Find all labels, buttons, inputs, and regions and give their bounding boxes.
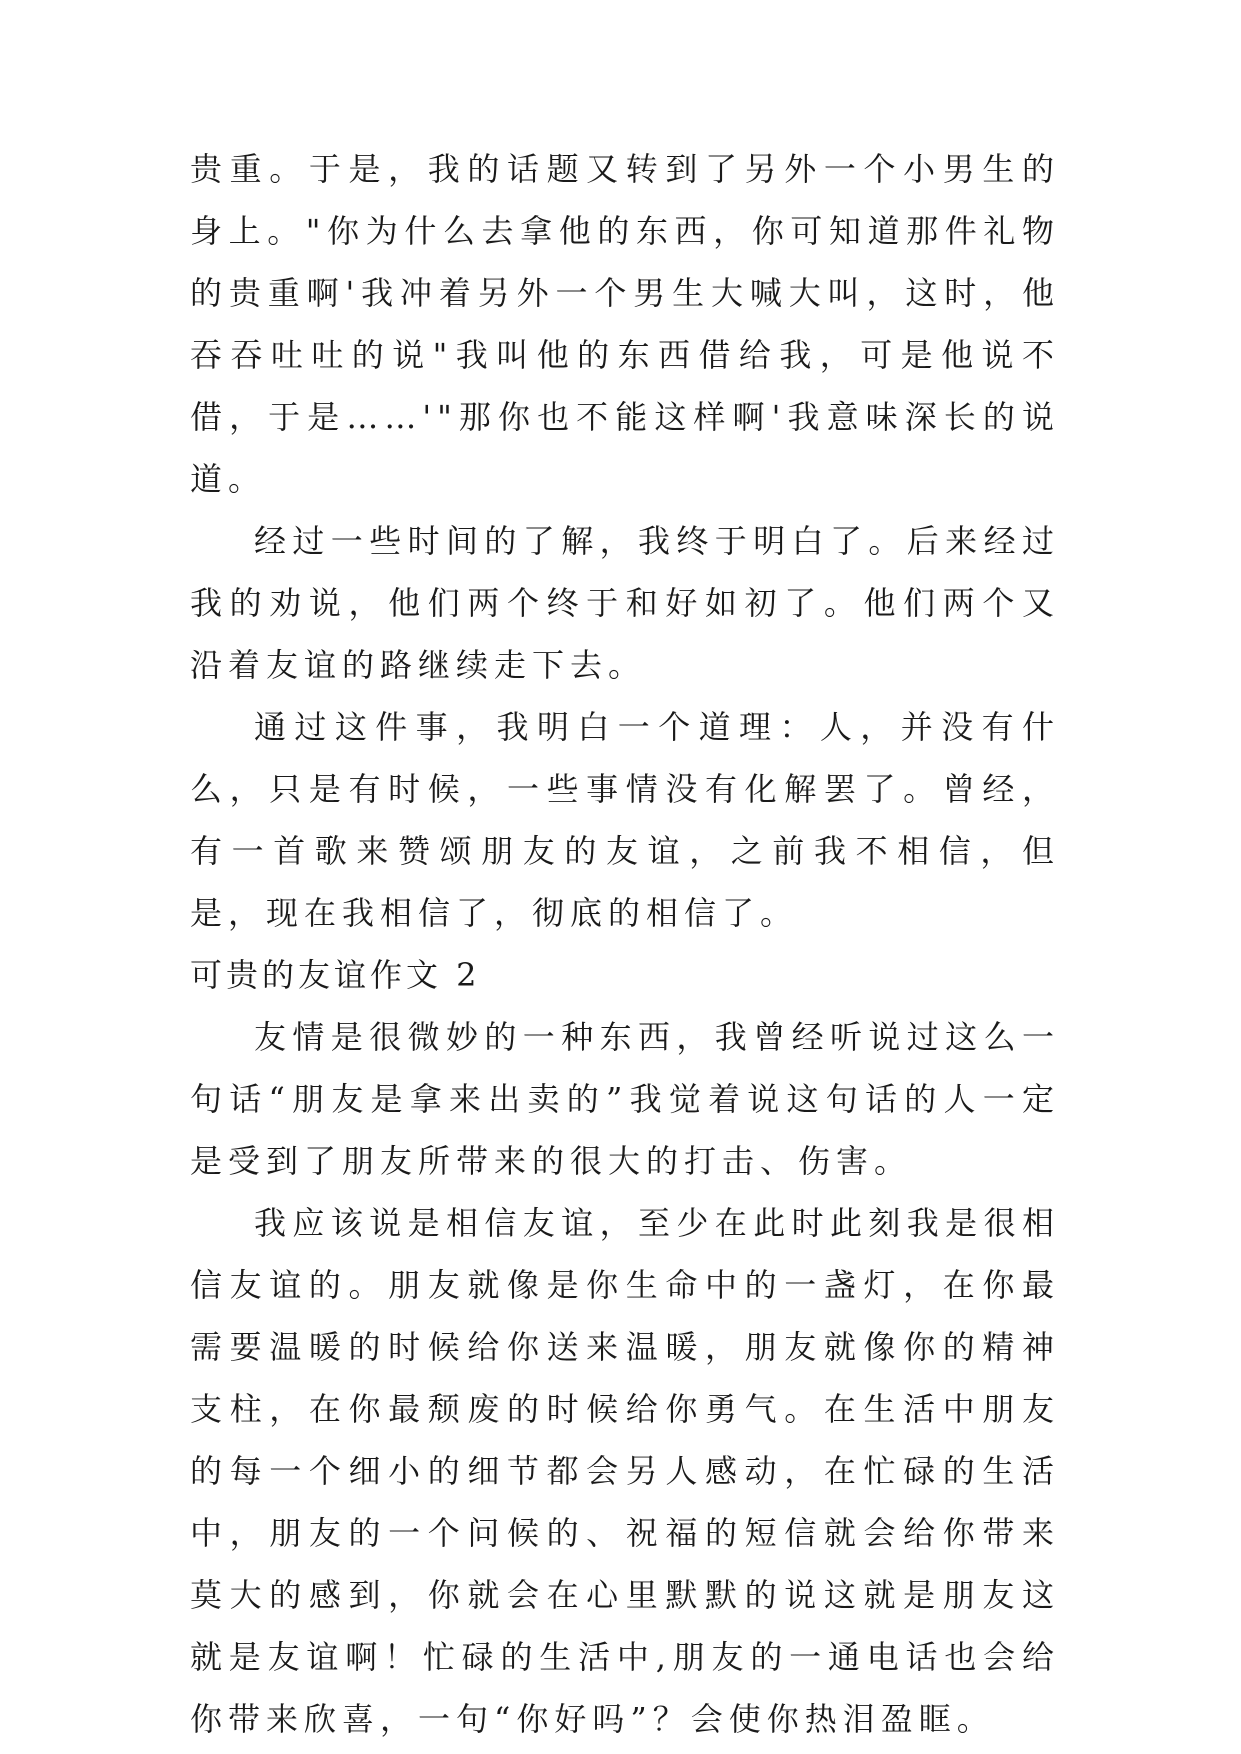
paragraph-friendship-belief: 我应该说是相信友谊，至少在此时此刻我是很相信友谊的。朋友就像是你生命中的一盏灯，在你最需要温暖的时候给你送来温暖，朋友就像你的精神支柱，在你最颓废的时候给你勇气。在生活中朋友的每一个细小的细节都会另人感动，在忙碌的生活中，朋友的一个问候的、祝福的短信就会给你带来莫大的感到，你就会在心里默默的说这就是朋友这就是友谊啊！忙碌的生活中,朋友的一通电话也会给你带来欣喜，一句“你好吗”？会使你热泪盈眶。: [190, 1204, 1060, 1738]
section-title: 可贵的友谊作文 2: [190, 956, 481, 994]
document-page: [190, 138, 1060, 1750]
paragraph-continued: 贵重。于是，我的话题又转到了另外一个小男生的身上。"你为什么去拿他的东西，你可知道那件礼物的贵重啊'我冲着另外一个男生大喊大叫，这时，他吞吞吐吐的说"我叫他的东西借给我，可是他说不借，于是……'"那你也不能这样啊'我意味深长的说道。: [190, 150, 1060, 498]
paragraph-understanding: 经过一些时间的了解，我终于明白了。后来经过我的劝说，他们两个终于和好如初了。他们两个又沿着友谊的路继续走下去。: [190, 522, 1060, 684]
paragraph-lesson: 通过这件事，我明白一个道理：人，并没有什么，只是有时候，一些事情没有化解罢了。曾经，有一首歌来赞颂朋友的友谊，之前我不相信，但是，现在我相信了，彻底的相信了。: [190, 708, 1060, 932]
paragraph-friendship-intro: 友情是很微妙的一种东西，我曾经听说过这么一句话“朋友是拿来出卖的”我觉着说这句话的人一定是受到了朋友所带来的很大的打击、伤害。: [190, 1018, 1060, 1180]
